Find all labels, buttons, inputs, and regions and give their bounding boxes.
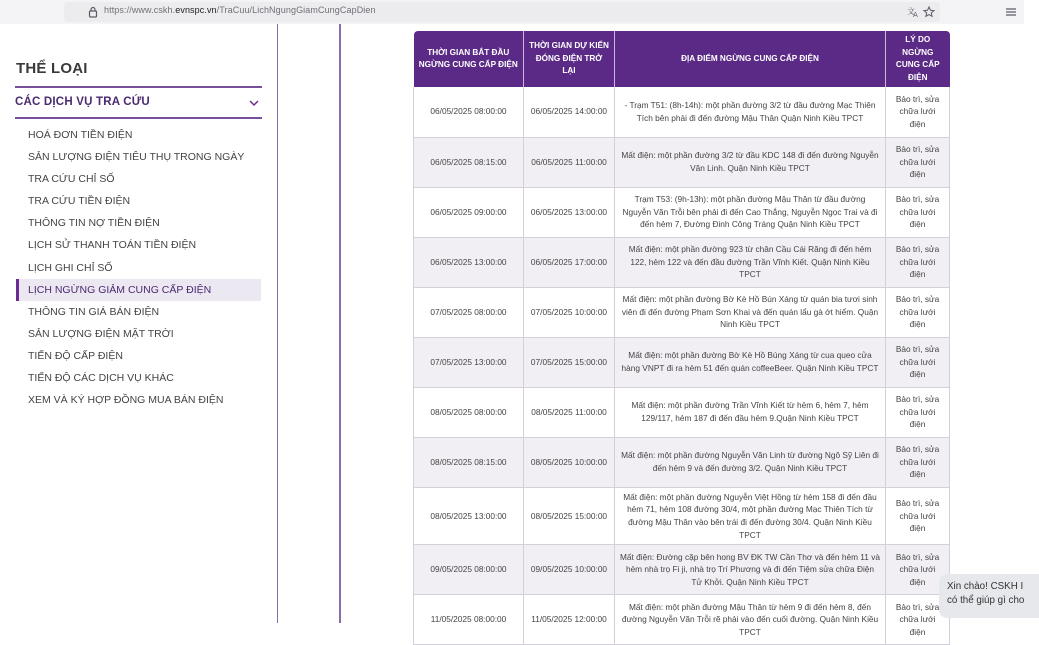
sidebar-title: THỂ LOẠI: [16, 60, 88, 77]
chat-greeting-line: Xin chào! CSKH I: [947, 581, 1024, 592]
table-row: [414, 137, 950, 187]
cell-reason: Bảo trì, sửa chữa lưới điện: [886, 237, 950, 287]
cell-start-time: 06/05/2025 08:15:00: [414, 137, 524, 187]
sidebar-item[interactable]: THÔNG TIN GIÁ BÁN ĐIỆN: [28, 305, 160, 318]
cell-location: - Trạm T51: (8h-14h): một phần đường 3/2 từ đầu đường Mạc Thiên Tích bên phải đi đến đường Mậu Thân Quận Ninh Kiều TPCT: [615, 87, 886, 137]
cell-start-time: 06/05/2025 13:00:00: [414, 237, 524, 287]
table-row: [414, 237, 950, 287]
cell-start-time: 06/05/2025 09:00:00: [414, 187, 524, 237]
table-row: [414, 187, 950, 237]
content-divider: [339, 24, 341, 623]
sidebar-item[interactable]: LỊCH SỬ THANH TOÁN TIỀN ĐIỆN: [28, 239, 197, 252]
table-row: [414, 545, 950, 595]
chat-greeting-bubble[interactable]: [939, 574, 1039, 618]
table-row: [414, 87, 950, 137]
sidebar-item[interactable]: SẢN LƯỢNG ĐIỆN TIÊU THỤ TRONG NGÀY: [28, 151, 245, 164]
sidebar-menu: [16, 124, 261, 411]
sidebar-item[interactable]: HOÁ ĐƠN TIỀN ĐIỆN: [28, 129, 133, 141]
header-start-time: THỜI GIAN BẮT ĐẦU NGỪNG CUNG CẤP ĐIỆN: [414, 31, 524, 87]
cell-reason: Bảo trì, sửa chữa lưới điện: [886, 187, 950, 237]
divider: [15, 86, 262, 88]
sidebar: [0, 24, 278, 623]
cell-location: Mất điện: một phần đường Trần Vĩnh Kiết từ hẻm 6, hẻm 7, hẻm 129/117, hẻm 187 đi đến đầu hẻm 9.Quận Ninh Kiều TPCT: [615, 387, 886, 437]
cell-reason: Bảo trì, sửa chữa lưới điện: [886, 545, 950, 595]
chat-greeting-line: có thể giúp gì cho: [947, 595, 1025, 606]
table-row: [414, 387, 950, 437]
cell-start-time: 07/05/2025 08:00:00: [414, 287, 524, 337]
cell-start-time: 08/05/2025 08:00:00: [414, 387, 524, 437]
address-bar[interactable]: [64, 2, 940, 22]
bookmark-star-icon[interactable]: [922, 5, 936, 19]
cell-end-time: 09/05/2025 10:00:00: [524, 545, 615, 595]
divider: [15, 117, 262, 119]
menu-icon[interactable]: [1004, 5, 1018, 19]
cell-start-time: 08/05/2025 13:00:00: [414, 487, 524, 545]
cell-end-time: 06/05/2025 11:00:00: [524, 137, 615, 187]
sidebar-item[interactable]: XEM VÀ KÝ HỢP ĐỒNG MUA BÁN ĐIỆN: [28, 394, 224, 407]
cell-location: Mất điện: một phần đường Mậu Thân từ hẻm 9 đi đến hẻm 8, đến đường Nguyễn Văn Trỗi rẽ phải vào đến cuối đường. Quận Ninh Kiều TPCT: [615, 595, 886, 645]
cell-start-time: 08/05/2025 08:15:00: [414, 437, 524, 487]
sidebar-item[interactable]: LỊCH NGỪNG GIẢM CUNG CẤP ĐIỆN: [16, 279, 261, 301]
table-row: [414, 487, 950, 545]
outage-schedule-table: [413, 31, 949, 638]
svg-text:文: 文: [906, 7, 915, 16]
table-row: [414, 595, 950, 645]
cell-location: Mất điện: một phần đường 923 từ chân Cầu Cái Răng đi đến hẻm 122, hẻm 122 và đến đầu đường Trần Vĩnh Kiết. Quận Ninh Kiều TPCT: [615, 237, 886, 287]
cell-location: Mất điện: một phần đường Bờ Kè Hồ Búng Xáng từ cua queo cửa hàng VNPT đi ra hẻm 51 đến quán coffeeBeer. Quận Ninh Kiều TPCT: [615, 337, 886, 387]
cell-location: Mất điện: một phần đường Nguyễn Văn Linh từ đường Ngô Sỹ Liên đi đến hẻm 9 và đến đường 3/2. Quận Ninh Kiều TPCT: [615, 437, 886, 487]
table-row: [414, 337, 950, 387]
chevron-down-icon[interactable]: [248, 96, 260, 108]
cell-reason: Bảo trì, sửa chữa lưới điện: [886, 387, 950, 437]
cell-end-time: 08/05/2025 10:00:00: [524, 437, 615, 487]
cell-location: Mất điện: một phần đường Nguyễn Việt Hồng từ hẻm 158 đi đến đầu hẻm 71, hẻm 108 đường 30/4, một phần đường Mạc Thiên Tích từ đường Mậu Thân vào bên trái đi đến đường 30/4. Quận Ninh Kiều TPCT: [615, 487, 886, 545]
cell-end-time: 08/05/2025 11:00:00: [524, 387, 615, 437]
sidebar-item[interactable]: TRA CỨU CHỈ SỐ: [28, 173, 115, 186]
cell-reason: Bảo trì, sửa chữa lưới điện: [886, 595, 950, 645]
cell-end-time: 06/05/2025 14:00:00: [524, 87, 615, 137]
cell-reason: Bảo trì, sửa chữa lưới điện: [886, 437, 950, 487]
cell-end-time: 08/05/2025 15:00:00: [524, 487, 615, 545]
cell-location: Trạm T53: (9h-13h): một phần đường Mậu Thân từ đầu đường Nguyễn Văn Trỗi bên phải đi đến Cao Thắng, Nguyễn Ngọc Trai và đi đến hẻm 7, Đường Đinh Công Tráng Quận Ninh Kiều TPCT: [615, 187, 886, 237]
cell-location: Mất điện: Đường cặp bên hong BV ĐK TW Cần Thơ và đến hẻm 11 và hẻm nhà trọ Fi ji, nhà trọ Trí Phương và đi đến Tiệm sửa chữa Điện Tử Khởi. Quận Ninh Kiều TPCT: [615, 545, 886, 595]
table-row: [414, 287, 950, 337]
cell-start-time: 06/05/2025 08:00:00: [414, 87, 524, 137]
cell-start-time: 11/05/2025 08:00:00: [414, 595, 524, 645]
cell-end-time: 06/05/2025 13:00:00: [524, 187, 615, 237]
header-end-time: THỜI GIAN DỰ KIẾN ĐÓNG ĐIỆN TRỞ LẠI: [524, 31, 615, 87]
translate-icon[interactable]: [906, 5, 920, 19]
service-group-label: CÁC DỊCH VỤ TRA CỨU: [15, 96, 150, 108]
cell-location: Mất điện: một phần đường Bờ Kè Hồ Bún Xáng từ quán bia tươi sinh viên đi đến đường Phạm Sơn Khai và đến quán lẩu gà ớt hiểm. Quận Ninh Kiều TPCT: [615, 287, 886, 337]
sidebar-item[interactable]: LỊCH GHI CHỈ SỐ: [28, 261, 113, 274]
cell-start-time: 09/05/2025 08:00:00: [414, 545, 524, 595]
cell-end-time: 06/05/2025 17:00:00: [524, 237, 615, 287]
svg-text:A: A: [912, 11, 918, 19]
cell-reason: Bảo trì, sửa chữa lưới điện: [886, 137, 950, 187]
cell-start-time: 07/05/2025 13:00:00: [414, 337, 524, 387]
cell-end-time: 07/05/2025 15:00:00: [524, 337, 615, 387]
browser-toolbar: [0, 0, 1024, 24]
header-reason: LÝ DO NGỪNG CUNG CẤP ĐIỆN: [886, 31, 950, 87]
cell-reason: Bảo trì, sửa chữa lưới điện: [886, 287, 950, 337]
lock-icon[interactable]: [86, 5, 100, 19]
cell-reason: Bảo trì, sửa chữa lưới điện: [886, 87, 950, 137]
table-row: [414, 437, 950, 487]
cell-reason: Bảo trì, sửa chữa lưới điện: [886, 487, 950, 545]
table-header-row: [414, 31, 950, 87]
header-location: ĐỊA ĐIỂM NGỪNG CUNG CẤP ĐIỆN: [615, 31, 886, 87]
sidebar-item[interactable]: TIẾN ĐỘ CÁC DỊCH VỤ KHÁC: [28, 372, 174, 385]
sidebar-item[interactable]: SẢN LƯỢNG ĐIỆN MẶT TRỜI: [28, 327, 174, 340]
cell-end-time: 07/05/2025 10:00:00: [524, 287, 615, 337]
cell-end-time: 11/05/2025 12:00:00: [524, 595, 615, 645]
service-group-toggle[interactable]: [15, 92, 262, 118]
cell-reason: Bảo trì, sửa chữa lưới điện: [886, 337, 950, 387]
cell-location: Mất điện: một phần đường 3/2 từ đầu KDC 148 đi đến đường Nguyễn Văn Linh. Quận Ninh Kiều TPCT: [615, 137, 886, 187]
sidebar-item[interactable]: THÔNG TIN NỢ TIỀN ĐIỆN: [28, 217, 160, 230]
sidebar-item[interactable]: TRA CỨU TIỀN ĐIỆN: [28, 195, 131, 208]
url-text: https://www.cskh.evnspc.vn/TraCuu/LichNgungGiamCungCapDien: [104, 5, 376, 15]
sidebar-item[interactable]: TIẾN ĐỘ CẤP ĐIỆN: [28, 349, 123, 362]
